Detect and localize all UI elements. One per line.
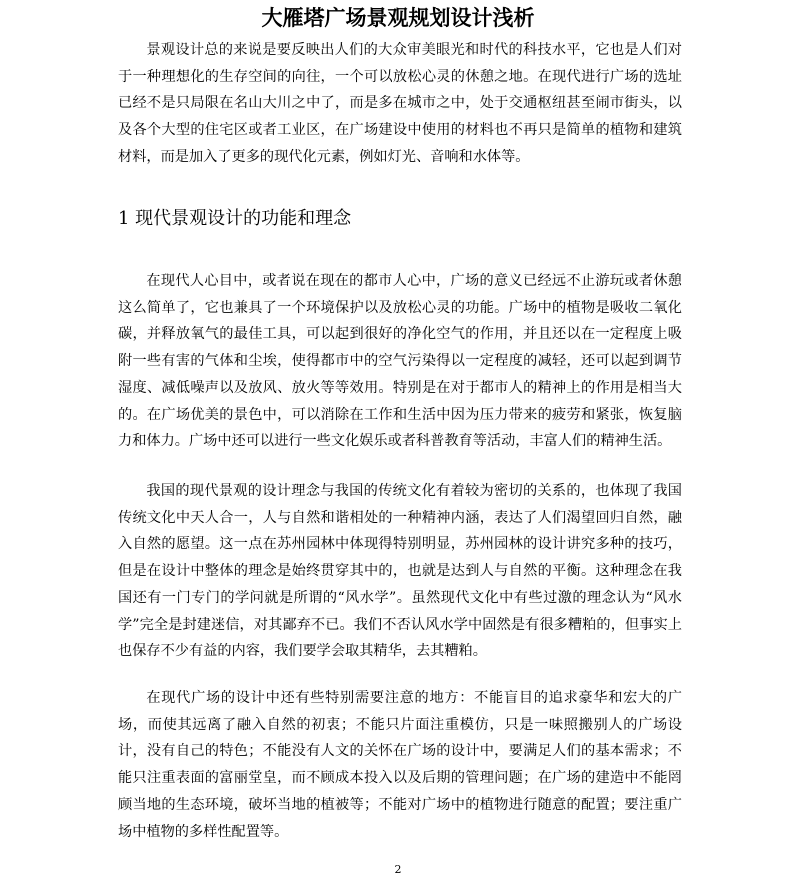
page-number: 2 — [394, 863, 402, 876]
document-title: 大雁塔广场景观规划设计浅析 — [261, 5, 535, 30]
body-paragraph-functions: 在现代人心目中，或者说在现在的都市人心中，广场的意义已经远不止游玩或者休憩这么简单了，它也兼具了一个环境保护以及放松心灵的功能。广场中的植物是吸收二氧化碳，并释放氧气的最佳工具，可以起到很好的净化空气的作用，并且还以在一定程度上吸附一些有害的气体和尘埃，使得都市中的空气污染得以一定程度的减轻，还可以起到调节湿度、减低噪声以及放风、放火等等效用。特别是在对于都市人的精神上的作用是相当大的。在广场优美的景色中，可以消除在工作和生活中因为压力带来的疲劳和紧张，恢复脑力和体力。广场中还可以进行一些文化娱乐或者科普教育等活动，丰富人们的精神生活。 — [118, 273, 682, 450]
body-paragraph-concepts: 我国的现代景观的设计理念与我国的传统文化有着较为密切的关系的，也体现了我国传统文化中天人合一，人与自然和谐相处的一种精神内涵，表达了人们渴望回归自然，融入自然的愿望。这一点在苏州园林中体现得特别明显，苏州园林的设计讲究多种的技巧，但是在设计中整体的理念是始终贯穿其中的，也就是达到人与自然的平衡。这种理念在我国还有一门专门的学问就是所谓的“风水学”。虽然现代文化中有些过激的理念认为“风水学”完全是封建迷信，对其鄙弃不已。我们不否认风水学中固然是有很多糟粕的，但事实上也保存不少有益的内容，我们要学会取其精华，去其糟粕。 — [118, 483, 682, 660]
section-heading: 1 现代景观设计的功能和理念 — [118, 208, 352, 229]
intro-paragraph: 景观设计总的来说是要反映出人们的大众审美眼光和时代的科技水平，它也是人们对于一种理想化的生存空间的向往，一个可以放松心灵的休憩之地。在现代进行广场的选址已经不是只局限在名山大川之中了，而是多在城市之中，处于交通枢纽甚至闹市街头，以及各个大型的住宅区或者工业区，在广场建设中使用的材料也不再只是简单的植物和建筑材料，而是加入了更多的现代化元素，例如灯光、音响和水体等。 — [118, 42, 682, 165]
body-paragraph-cautions: 在现代广场的设计中还有些特别需要注意的地方：不能盲目的追求豪华和宏大的广场，而使其远离了融入自然的初衷；不能只片面注重模仿，只是一味照搬别人的广场设计，没有自己的特色；不能没有人文的关怀在广场的设计中，要满足人们的基本需求；不能只注重表面的富丽堂皇，而不顾成本投入以及后期的管理问题；在广场的建造中不能罔顾当地的生态环境，破坏当地的植被等；不能对广场中的植物进行随意的配置；要注重广场中植物的多样性配置等。 — [118, 690, 682, 840]
